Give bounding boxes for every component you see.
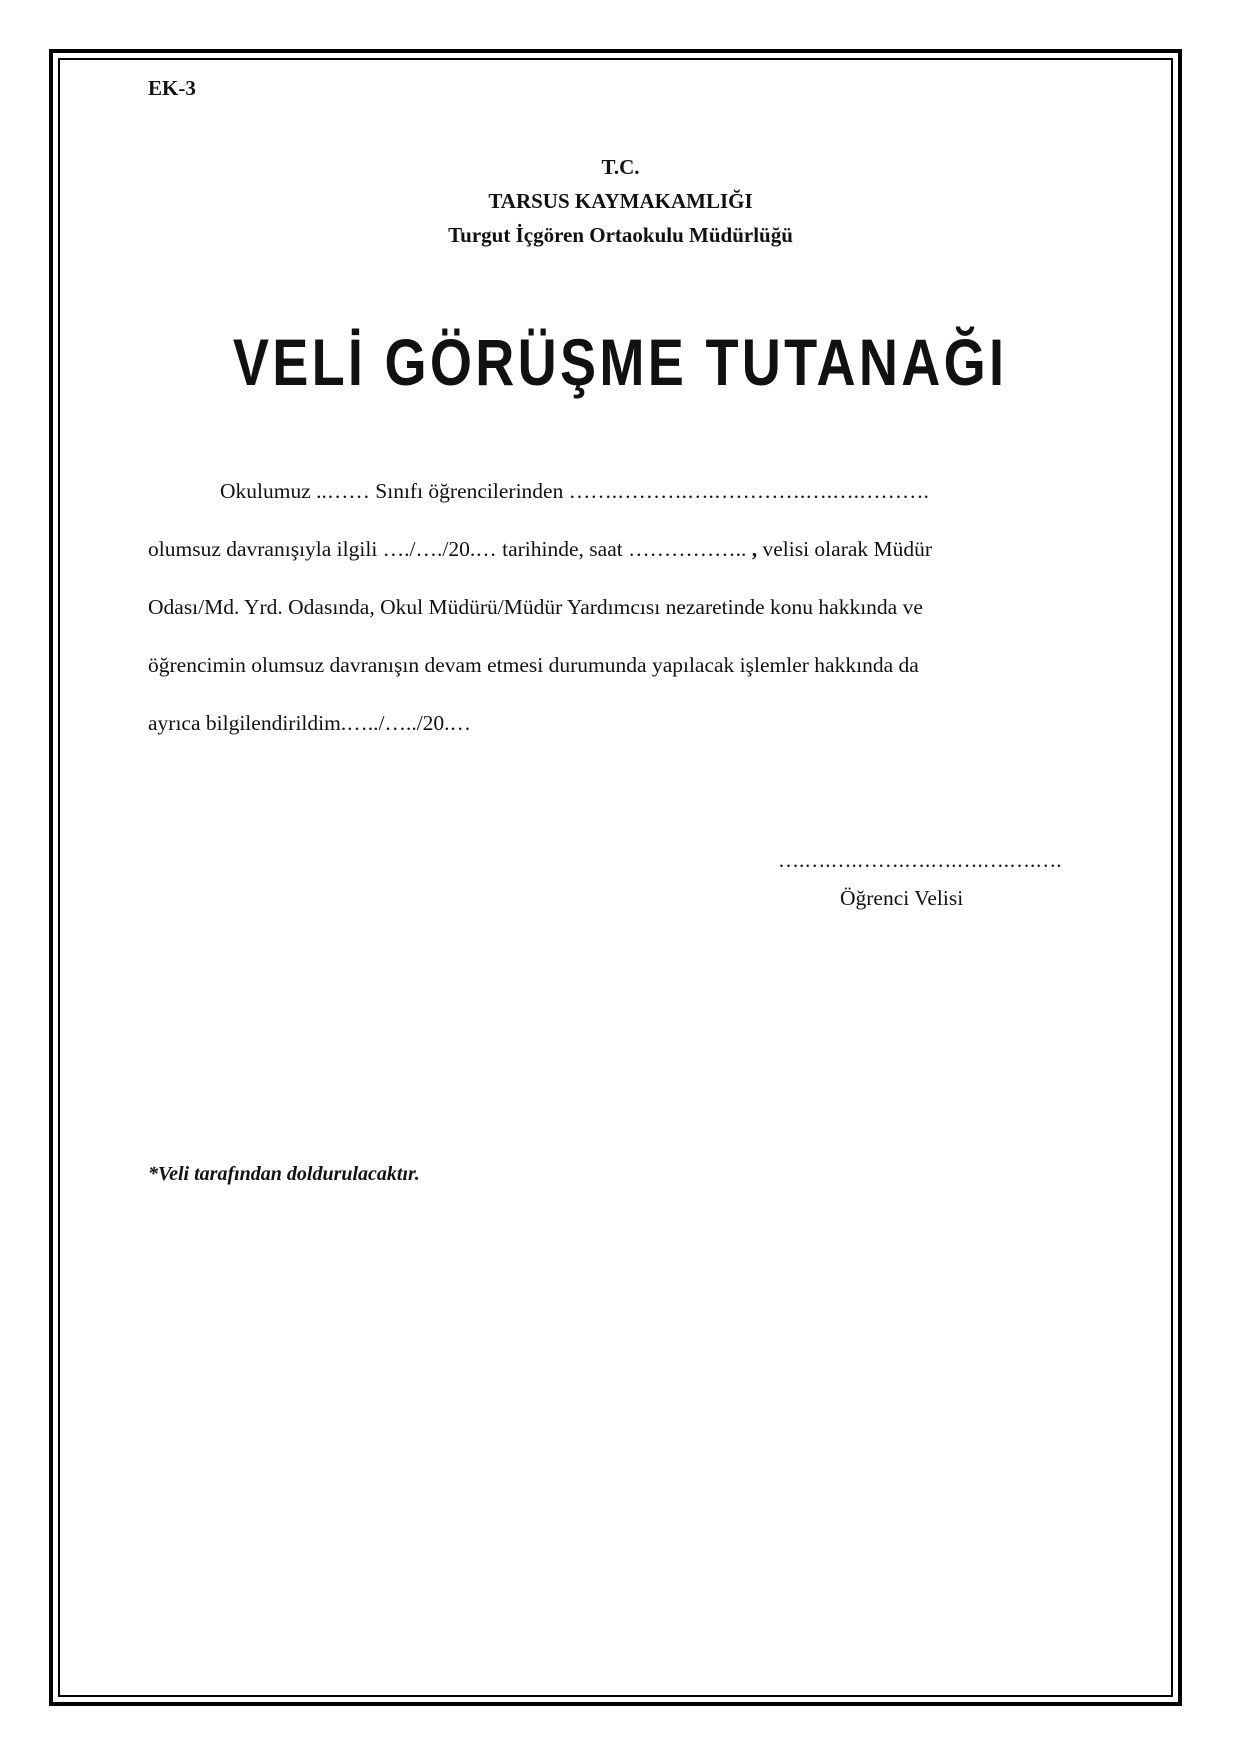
body-line-2-comma: , <box>751 537 758 561</box>
body-line-4: öğrencimin olumsuz davranışın devam etmesi durumunda yapılacak işlemler hakkında da <box>148 653 919 677</box>
header-line-tc: T.C. <box>601 155 640 179</box>
footnote: *Veli tarafından doldurulacaktır. <box>148 1163 420 1185</box>
body-line-2-end: velisi olarak Müdür <box>757 537 933 561</box>
header-line-district: TARSUS KAYMAKAMLIĞI <box>488 189 753 213</box>
body-paragraph <box>148 462 1080 752</box>
body-line-1: Okulumuz ..…… Sınıfı öğrencilerinden …….……….….………….….….………. <box>220 479 929 503</box>
body-line-2 <box>148 520 1080 578</box>
document-code: EK-3 <box>148 76 196 100</box>
body-line-3: Odası/Md. Yrd. Odasında, Okul Müdürü/Müdür Yardımcısı nezaretinde konu hakkında ve <box>148 595 923 619</box>
document-title: VELİ GÖRÜŞME TUTANAĞI <box>232 325 1008 399</box>
signature-label: Öğrenci Velisi <box>840 886 964 910</box>
institution-header <box>0 150 1241 252</box>
body-line-5: ayrıca bilgilendirildim.…../…../20.… <box>148 711 472 735</box>
page-border-inner <box>58 58 1173 1697</box>
body-line-2-text: olumsuz davranışıyla ilgili …./…./20.… tarihinde, saat …………….. <box>148 537 752 561</box>
signature-line: ….….….…….….….….….….…. <box>778 848 1062 872</box>
header-line-school: Turgut İçgören Ortaokulu Müdürlüğü <box>448 223 793 247</box>
